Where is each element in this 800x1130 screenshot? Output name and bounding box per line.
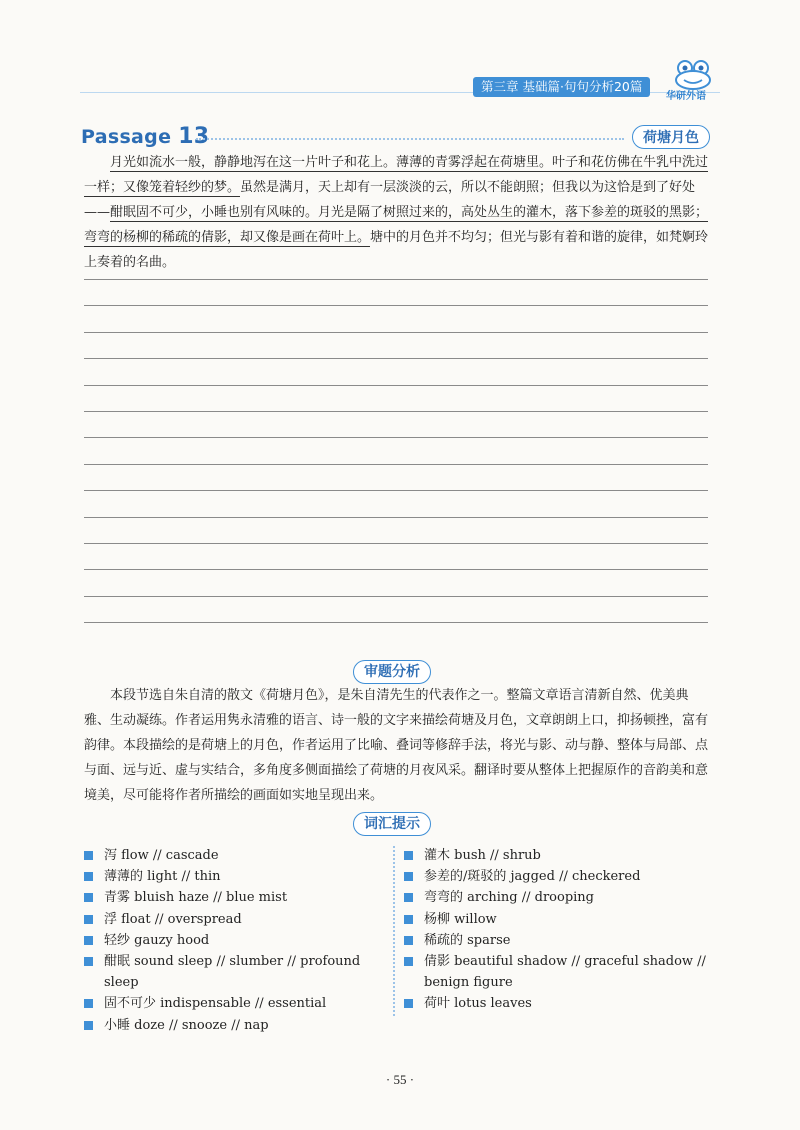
vocab-item [84, 866, 384, 887]
source-text [84, 150, 714, 275]
square-bullet-icon [84, 936, 93, 945]
writing-line [84, 385, 708, 386]
source-sentence: 弯弯的杨柳的稀疏的倩影，却又像是画在荷叶上。 [84, 230, 371, 245]
vocab-item [84, 930, 384, 951]
writing-line [84, 543, 708, 544]
vocab-text: 轻纱 gauzy hood [104, 932, 210, 948]
vocab-item [404, 930, 714, 951]
analysis-text [84, 683, 714, 808]
analysis-body: 本段节选自朱自清的散文《荷塘月色》，是朱自清先生的代表作之一。整篇文章语言清新自然、优美典雅、生动凝练。作者运用隽永清雅的语言、诗一般的文字来描绘荷塘及月色，文章朗朗上口，抑扬顿挫，富有韵律。本段描绘的是荷塘上的月色，作者运用了比喻、叠词等修辞手法，将光与影、动与静、整体与局部、点与面、远与近、虚与实结合，多角度多侧面描绘了荷塘的月夜风采。翻译时要从整体上把握原作的音韵美和意境美，尽可能将作者所描绘的画面如实地呈现出来。 [84, 688, 709, 803]
passage-heading [81, 124, 209, 149]
vocab-text: 浮 float // overspread [104, 911, 242, 927]
writing-line [84, 305, 708, 306]
writing-line [84, 569, 708, 570]
vocab-list-right [404, 845, 714, 1015]
vocab-divider [393, 846, 395, 1016]
vocab-text: 灌木 bush // shrub [424, 848, 541, 863]
title-dotted-rule [196, 138, 624, 140]
vocab-item [84, 993, 384, 1014]
vocab-item [84, 909, 384, 930]
chapter-badge: 第三章 基础篇·句句分析20篇 [473, 77, 650, 97]
writing-line [84, 464, 708, 465]
writing-line [84, 411, 708, 412]
vocab-text: 酣眠 sound sleep // slumber // profound sleep [104, 954, 361, 991]
analysis-title: 审题分析 [353, 660, 431, 684]
vocab-item [84, 845, 384, 866]
square-bullet-icon [404, 872, 413, 881]
vocab-text: 泻 flow // cascade [104, 848, 219, 863]
source-sentence: 虽然是满月，天上却有一层淡淡的云，所以不能朗照；但我以为这恰是到了好处—— [84, 180, 696, 220]
passage-title: 荷塘月色 [632, 125, 710, 149]
writing-line [84, 279, 708, 280]
vocab-text: 杨柳 willow [424, 911, 497, 927]
vocab-text: 参差的/斑驳的 jagged // checkered [424, 869, 641, 885]
source-sentence: 月光如流水一般，静静地泻在这一片叶子和花上。 [110, 155, 397, 170]
page-number: · 55 · [385, 1072, 415, 1087]
vocab-item [404, 909, 714, 930]
square-bullet-icon [404, 957, 413, 966]
passage-label: Passage [81, 126, 172, 148]
writing-line [84, 517, 708, 518]
square-bullet-icon [404, 936, 413, 945]
vocab-title: 词汇提示 [353, 812, 431, 836]
square-bullet-icon [84, 893, 93, 902]
vocab-text: 弯弯的 arching // drooping [424, 890, 594, 906]
square-bullet-icon [404, 851, 413, 860]
square-bullet-icon [84, 872, 93, 881]
writing-line [84, 596, 708, 597]
vocab-item [84, 1015, 384, 1036]
square-bullet-icon [404, 999, 413, 1008]
source-sentence: 薄薄的青雾浮起在荷塘里。 [396, 155, 553, 170]
vocab-text: 倩影 beautiful shadow // graceful shadow // benign figure [424, 954, 706, 991]
vocab-item [84, 951, 384, 993]
writing-line [84, 490, 708, 491]
square-bullet-icon [404, 915, 413, 924]
vocab-item [404, 951, 714, 993]
vocab-item [404, 887, 714, 908]
writing-line [84, 437, 708, 438]
vocab-text: 小睡 doze // snooze // nap [104, 1017, 269, 1033]
vocab-list-left [84, 845, 384, 1036]
writing-line [84, 332, 708, 333]
source-sentence: 塘中的月色并不均匀；但光与影有着和谐的旋律，如梵婀玲上奏着的名曲。 [84, 230, 709, 270]
square-bullet-icon [84, 915, 93, 924]
source-sentence: 酣眠固不可少，小睡也别有风味的。 [110, 205, 319, 220]
square-bullet-icon [84, 957, 93, 966]
vocab-text: 薄薄的 light // thin [104, 869, 221, 885]
square-bullet-icon [404, 893, 413, 902]
writing-line [84, 622, 708, 623]
source-sentence: 叶子和花仿佛在牛乳中洗过一样；又像笼着轻纱的梦。 [84, 155, 709, 195]
logo-text: 华研外语 [666, 91, 706, 102]
square-bullet-icon [84, 1021, 93, 1030]
vocab-text: 荷叶 lotus leaves [424, 996, 532, 1012]
writing-line [84, 358, 708, 359]
vocab-item [404, 845, 714, 866]
vocab-text: 稀疏的 sparse [424, 932, 511, 948]
source-sentence: 高处丛生的灌木，落下参差的斑驳的黑影； [461, 205, 709, 220]
vocab-item [404, 993, 714, 1014]
vocab-text: 固不可少 indispensable // essential [104, 996, 327, 1012]
vocab-item [404, 866, 714, 887]
source-sentence: 月光是隔了树照过来的， [318, 205, 462, 220]
vocab-item [84, 887, 384, 908]
square-bullet-icon [84, 999, 93, 1008]
passage-number: 13 [178, 124, 210, 149]
vocab-text: 青雾 bluish haze // blue mist [104, 890, 288, 906]
square-bullet-icon [84, 851, 93, 860]
